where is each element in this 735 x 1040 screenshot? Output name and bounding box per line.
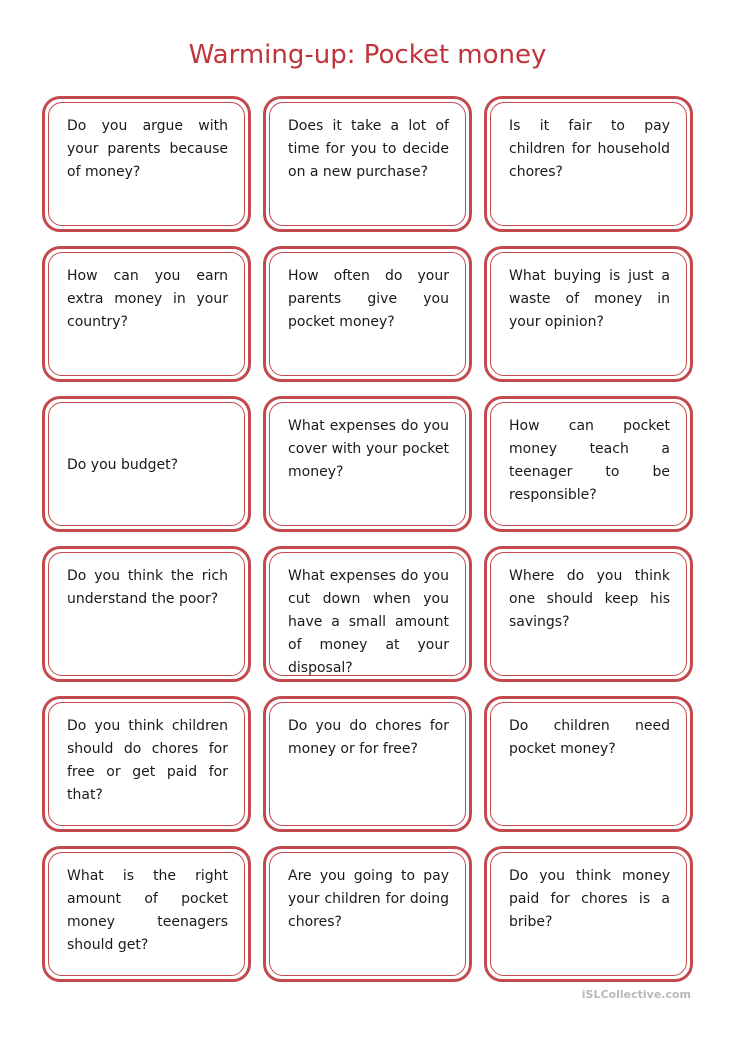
question-card xyxy=(42,246,251,382)
question-text: What buying is just a waste of money in your opinion? xyxy=(490,252,687,376)
question-text: What is the right amount of pocket money teenagers should get? xyxy=(48,852,245,976)
question-text: Do children need pocket money? xyxy=(490,702,687,826)
question-text: Do you think money paid for chores is a bribe? xyxy=(490,852,687,976)
cards-grid xyxy=(42,96,693,982)
question-card xyxy=(42,846,251,982)
question-text: How often do your parents give you pocket money? xyxy=(269,252,466,376)
question-card xyxy=(42,546,251,682)
question-text: Does it take a lot of time for you to decide on a new purchase? xyxy=(269,102,466,226)
question-card xyxy=(263,846,472,982)
question-card xyxy=(42,96,251,232)
question-text: How can you earn extra money in your country? xyxy=(48,252,245,376)
question-card xyxy=(263,696,472,832)
question-text: Do you think children should do chores for free or get paid for that? xyxy=(48,702,245,826)
question-text: Do you do chores for money or for free? xyxy=(269,702,466,826)
watermark: iSLCollective.com xyxy=(581,988,691,1001)
question-card xyxy=(263,246,472,382)
page-title: Warming-up: Pocket money xyxy=(188,40,547,70)
question-text: Do you think the rich understand the poor? xyxy=(48,552,245,676)
question-card xyxy=(42,396,251,532)
question-text: Where do you think one should keep his savings? xyxy=(490,552,687,676)
question-card xyxy=(263,546,472,682)
question-text: Do you argue with your parents because of money? xyxy=(48,102,245,226)
question-card xyxy=(484,396,693,532)
question-text: Are you going to pay your children for doing chores? xyxy=(269,852,466,976)
question-card xyxy=(484,546,693,682)
question-card xyxy=(484,96,693,232)
question-card xyxy=(484,846,693,982)
question-card xyxy=(484,696,693,832)
question-text: What expenses do you cover with your pocket money? xyxy=(269,402,466,526)
question-text: Do you budget? xyxy=(48,402,245,526)
question-card xyxy=(263,396,472,532)
question-card xyxy=(263,96,472,232)
question-text: How can pocket money teach a teenager to be responsible? xyxy=(490,402,687,526)
question-text: Is it fair to pay children for household chores? xyxy=(490,102,687,226)
question-card xyxy=(484,246,693,382)
question-text: What expenses do you cut down when you have a small amount of money at your disposal? xyxy=(269,552,466,676)
question-card xyxy=(42,696,251,832)
